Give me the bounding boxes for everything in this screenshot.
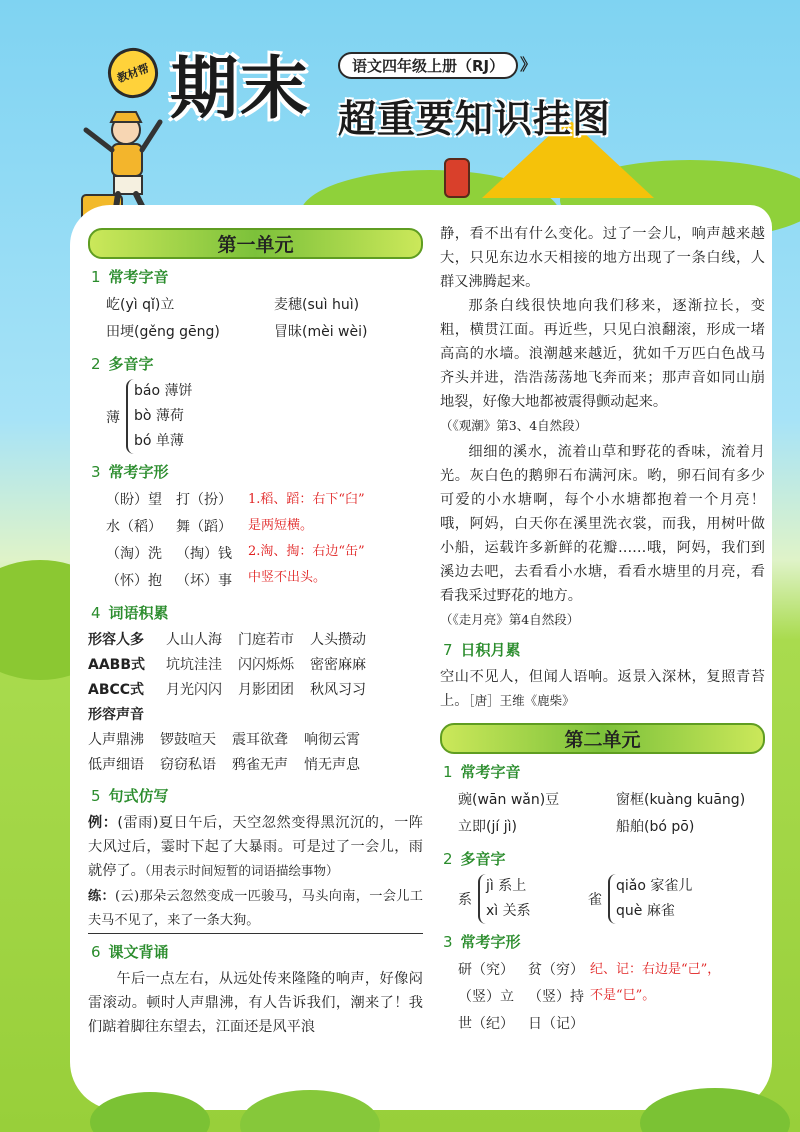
practice-paragraph: 练：(云)那朵云忽然变成一匹骏马，马头向南，一会儿工夫马不见了，来了一条大狗。	[88, 885, 423, 934]
section-heading: 5 句式仿写	[91, 787, 169, 805]
section-heading: 1 常考字音	[91, 268, 169, 286]
tip-note: 纪、记：右边是“己”， 不是“巳”。	[590, 962, 721, 1003]
source-note: （《观潮》第3、4自然段）	[440, 418, 588, 433]
pron-row: 田埂(gěng gēng) 冒昧(mèi wèi)	[106, 324, 368, 340]
char-shape-block: （盼）望 打（扮） 水（稻） 舞（蹈） （淘）洗 （掏）钱 （怀）抱 （坏）事 1.稻、蹈：右下“臼” 是两短横。 2.淘、掏：右边“缶” 中竖不出头。	[88, 487, 423, 595]
unit-1-title: 第一单元	[88, 228, 423, 259]
chevron-right-icon: 》	[520, 55, 537, 74]
tip-note: 1.稻、蹈：右下“臼” 是两短横。 2.淘、掏：右边“缶” 中竖不出头。	[248, 492, 365, 585]
page-title: 期末	[170, 50, 311, 129]
vocab-table: 形容人多 人山人海 门庭若市 人头攒动 AABB式 坑坑洼洼 闪闪烁烁 密密麻麻 ABCC式 月光闪闪 月影团团 秋风习习 形容声音 人声鼎沸 锣鼓喧天 震耳欲聋 响彻云霄 低声细语 窃窃私语 鸦雀无声 悄无声息	[88, 632, 366, 773]
brand-logo: 教材帮	[101, 41, 165, 105]
section-heading: 1 常考字音	[443, 763, 521, 781]
section-heading: 2 多音字	[91, 355, 154, 373]
recitation-paragraph: 细细的溪水，流着山草和野花的香味，流着月光。灰白色的鹅卵石布满河床。哟，卵石间有多少可爱的小水塘啊，每个小水塘都抱着一个月亮！哦，阿妈，白天你在溪里洗衣裳，而我，用树叶做小船，运载许多新鲜的花瓣……哦，阿妈，我们到溪边去吧，去看看小水塘，看看水塘里的月亮，看看我采过野花的地方。	[440, 444, 765, 604]
recitation-paragraph: 那条白线很快地向我们移来，逐渐拉长，变粗，横贯江面。再近些，只见白浪翻滚，形成一堵高高的水墙。浪潮越来越近，犹如千万匹白色战马齐头并进，浩浩荡荡地飞奔而来；那声音如同山崩地裂，好像大地都被震得颤动起来。	[440, 298, 765, 410]
grade-subtitle: 语文四年级上册（RJ）	[338, 52, 518, 79]
lantern-illustration	[444, 158, 470, 198]
section-heading: 7 日积月累	[443, 641, 521, 659]
poem-text: 空山不见人，但闻人语响。返景入深林，复照青苔上。［唐］王维《鹿柴》	[440, 669, 765, 709]
unit-2-title: 第二单元	[440, 723, 765, 754]
left-column	[88, 228, 423, 1039]
polyphone-block: 薄 báo 薄饼 bò 薄荷 bó 单薄	[88, 379, 423, 454]
polyphone-block: 系 jì 系上 xì 关系 雀 qiǎo 家雀儿 què 麻雀	[440, 874, 765, 924]
pron-row: 屹(yì qǐ)立 麦穗(suì huì)	[106, 297, 360, 313]
section-heading: 3 常考字形	[91, 463, 169, 481]
pron-row: 立即(jí jì) 船舶(bó pō)	[458, 819, 695, 835]
section-heading: 3 常考字形	[443, 933, 521, 951]
section-heading: 6 课文背诵	[91, 943, 169, 961]
section-heading: 4 词语积累	[91, 604, 169, 622]
recitation-paragraph: 静，看不出有什么变化。过了一会儿，响声越来越大，只见东边水天相接的地方出现了一条白线，人群又沸腾起来。	[440, 226, 765, 290]
right-column	[440, 222, 765, 1038]
source-note: （《走月亮》第4自然段）	[440, 612, 580, 627]
example-paragraph: 例：(雷雨)夏日午后，天空忽然变得黑沉沉的，一阵大风过后，霎时下起了大暴雨。可是过了一会儿，雨就停了。（用表示时间短暂的词语描绘事物）	[88, 815, 423, 879]
recitation-paragraph: 午后一点左右，从远处传来隆隆的响声，好像闷雷滚动。顿时人声鼎沸，有人告诉我们，潮来了！我们踮着脚往东望去，江面还是风平浪	[88, 971, 423, 1035]
page-subtitle: 超重要知识挂图	[338, 97, 612, 141]
section-heading: 2 多音字	[443, 850, 506, 868]
pron-row: 豌(wān wǎn)豆 窗框(kuàng kuāng)	[458, 792, 746, 808]
char-shape-block: 研（究） 贫（穷） （竖）立 （竖）持 世（纪） 日（记） 纪、记：右边是“己”， 不是“巳”。	[440, 957, 765, 1038]
